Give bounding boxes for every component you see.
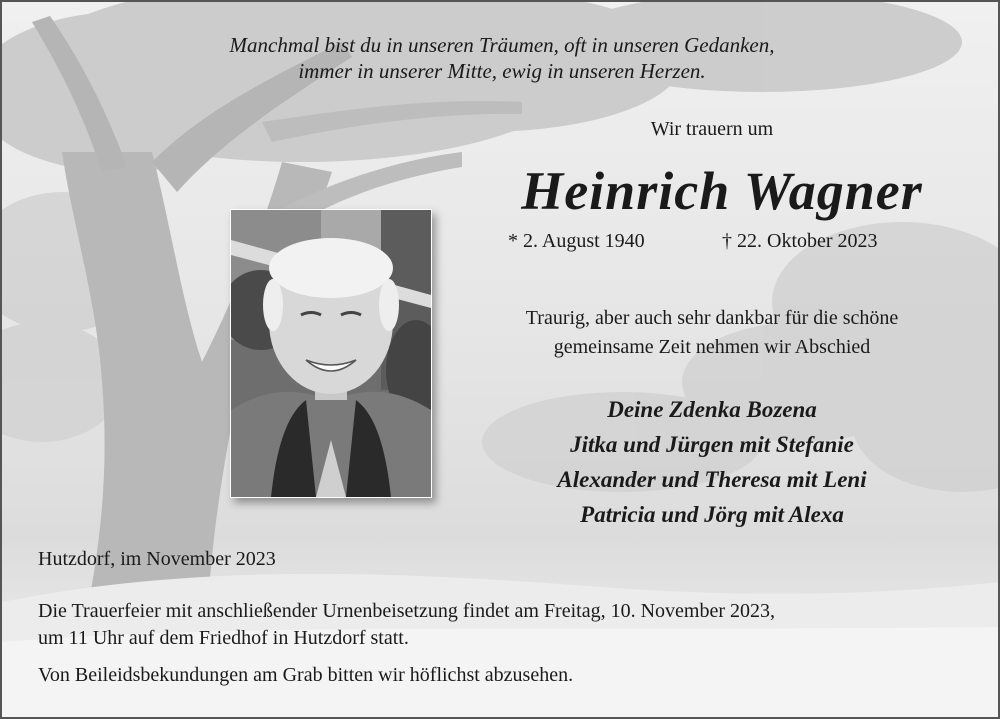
- mourner-line: Patricia und Jörg mit Alexa: [580, 502, 844, 527]
- motto-line-2: immer in unserer Mitte, ewig in unseren Herzen.: [298, 59, 706, 83]
- farewell-text: [442, 304, 982, 362]
- farewell-line-1: Traurig, aber auch sehr dankbar für die schöne: [525, 307, 899, 329]
- ceremony-notice: [38, 598, 988, 652]
- condolence-note: Von Beileidsbekundungen am Grab bitten wir höflichst abzusehen.: [38, 664, 574, 686]
- deceased-name: Heinrich Wagner: [521, 161, 923, 221]
- mourner-line: Jitka und Jürgen mit Stefanie: [570, 432, 854, 457]
- motto-quote: [102, 32, 902, 84]
- intro-text: Wir trauern um: [650, 118, 774, 140]
- ceremony-line-2: um 11 Uhr auf dem Friedhof in Hutzdorf statt.: [38, 627, 409, 649]
- mourner-line: Deine Zdenka Bozena: [607, 397, 817, 422]
- place-and-date: Hutzdorf, im November 2023: [38, 548, 276, 570]
- death-date: † 22. Oktober 2023: [722, 230, 878, 252]
- portrait-photo: [230, 209, 432, 498]
- farewell-line-2: gemeinsame Zeit nehmen wir Abschied: [553, 336, 871, 358]
- birth-date: * 2. August 1940: [508, 230, 645, 252]
- ceremony-line-1: Die Trauerfeier mit anschließender Urnenbeisetzung findet am Freitag, 10. November 2023,: [38, 600, 776, 622]
- motto-line-1: Manchmal bist du in unseren Träumen, oft in unseren Gedanken,: [229, 33, 775, 57]
- mourner-line: Alexander und Theresa mit Leni: [557, 467, 867, 492]
- mourners-list: [442, 392, 982, 532]
